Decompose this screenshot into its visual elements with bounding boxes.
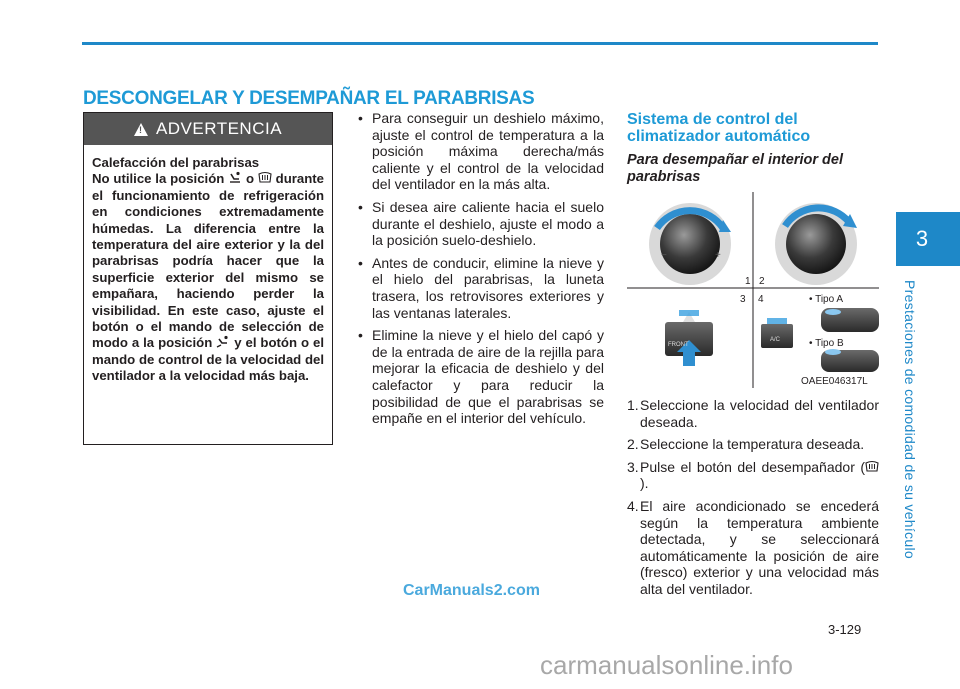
step-text: Seleccione la velocidad del ventilador deseada.: [640, 397, 879, 430]
step-text-end: ).: [640, 475, 649, 492]
step-number: 4.: [627, 497, 639, 514]
floor-mode-icon: [216, 335, 230, 348]
step-text: Seleccione la temperatura deseada.: [640, 436, 865, 453]
bullet-list: [358, 110, 604, 427]
front-defrost-button: [665, 310, 713, 366]
step-item: [627, 397, 879, 430]
section-title: DESCONGELAR Y DESEMPAÑAR EL PARABRISAS: [83, 88, 535, 109]
chapter-tab: [896, 212, 960, 266]
warning-text-2: o: [245, 171, 255, 187]
defrost-icon: [258, 171, 272, 184]
warning-title: Calefacción del parabrisas: [92, 155, 260, 170]
step-item: [627, 459, 879, 492]
figure-ac-text: A/C: [770, 337, 781, 343]
step-text: Pulse el botón del desempañador (: [640, 458, 865, 475]
temperature-knob: [775, 203, 857, 285]
bullet-item: • Antes de conducir, elimine la nieve y el hielo del parabrisas, la luneta trasera, los retrovisores exteriores y las ventanas laterales.: [358, 255, 604, 321]
figure-code: OAEE046317L: [801, 376, 868, 387]
warning-text-4: y el botón o el mando de control de la velocidad del ventilador a la velocidad más baja.: [92, 335, 324, 384]
step-text: El aire acondicionado se encederá según la temperatura ambiente detectada, y se seleccionará automáticamente la posición de aire (fresco) exterior y una velocidad más alta del ventilador.: [640, 497, 879, 597]
warning-text-1: No utilice la posición: [92, 171, 225, 187]
step-number: 2.: [627, 436, 639, 453]
steps-list: [627, 397, 879, 604]
warning-body: [84, 145, 332, 385]
figure-front-text: FRONT: [668, 342, 689, 348]
top-rule: [82, 42, 878, 45]
bullet-column: [358, 110, 604, 433]
figure-drawing: [627, 192, 879, 388]
fan-speed-knob: [649, 203, 731, 285]
climate-control-figure: [627, 192, 879, 388]
figure-tipo-b: • Tipo B: [809, 338, 844, 349]
svg-text:−: −: [661, 250, 667, 261]
step-number: 1.: [627, 397, 639, 413]
warning-text-3: durante el funcionamiento de refrigeración en condiciones extremadamente húmedas. La diferencia entre la temperatura del aire exterior y la del parabrisas podría hacer que la superficie exterior del mismo se empañara, haciendo perder la visibilidad. En este caso, ajuste el botón o el mando de selección de modo a la posición: [92, 171, 324, 351]
step-item: [627, 436, 879, 453]
figure-label-3: 3: [740, 294, 746, 305]
warning-text: [92, 171, 324, 384]
svg-text:+: +: [715, 250, 721, 261]
subsection-title: Sistema de control del climatizador automático: [627, 111, 811, 145]
figure-label-4: 4: [758, 294, 764, 305]
page-number: 3-129: [828, 622, 862, 637]
chapter-number: 3: [915, 226, 929, 251]
footer-watermark: carmanualsonline.info: [540, 650, 793, 680]
figure-label-1: 1: [745, 276, 751, 287]
warning-header-label: ADVERTENCIA: [155, 119, 283, 138]
warning-icon: [134, 123, 148, 136]
defrost-button-type-a: [821, 308, 879, 332]
subsection-subtitle: Para desempañar el interior del parabrisas: [627, 152, 843, 185]
bullet-item: • Si desea aire caliente hacia el suelo durante el deshielo, ajuste el modo a la posición suelo-deshielo.: [358, 199, 604, 249]
figure-label-2: 2: [759, 276, 765, 287]
figure-tipo-a: • Tipo A: [809, 294, 844, 305]
defrost-button-type-b: [821, 349, 879, 372]
ac-button: [761, 318, 793, 348]
floor-defrost-mode-icon: [228, 171, 242, 184]
warning-header: [84, 113, 332, 145]
step-number: 3.: [627, 458, 639, 475]
step-item: [627, 498, 879, 598]
watermark-link[interactable]: CarManuals2.com: [403, 582, 540, 599]
warning-box: [83, 112, 333, 445]
chapter-title: Prestaciones de comodidad de su vehículo: [902, 280, 918, 559]
bullet-item: • Para conseguir un deshielo máximo, ajuste el control de temperatura a la posición máxima derecha/más caliente y el control de la velocidad del ventilador en la más alta.: [358, 110, 604, 193]
defrost-icon: [865, 460, 879, 473]
bullet-item: • Elimine la nieve y el hielo del capó y de la entrada de aire de la rejilla para mejorar la eficacia de deshielo y del calefactor y para reducir la posibilidad de que el parabrisas se empañe en el interior del vehículo.: [358, 327, 604, 427]
